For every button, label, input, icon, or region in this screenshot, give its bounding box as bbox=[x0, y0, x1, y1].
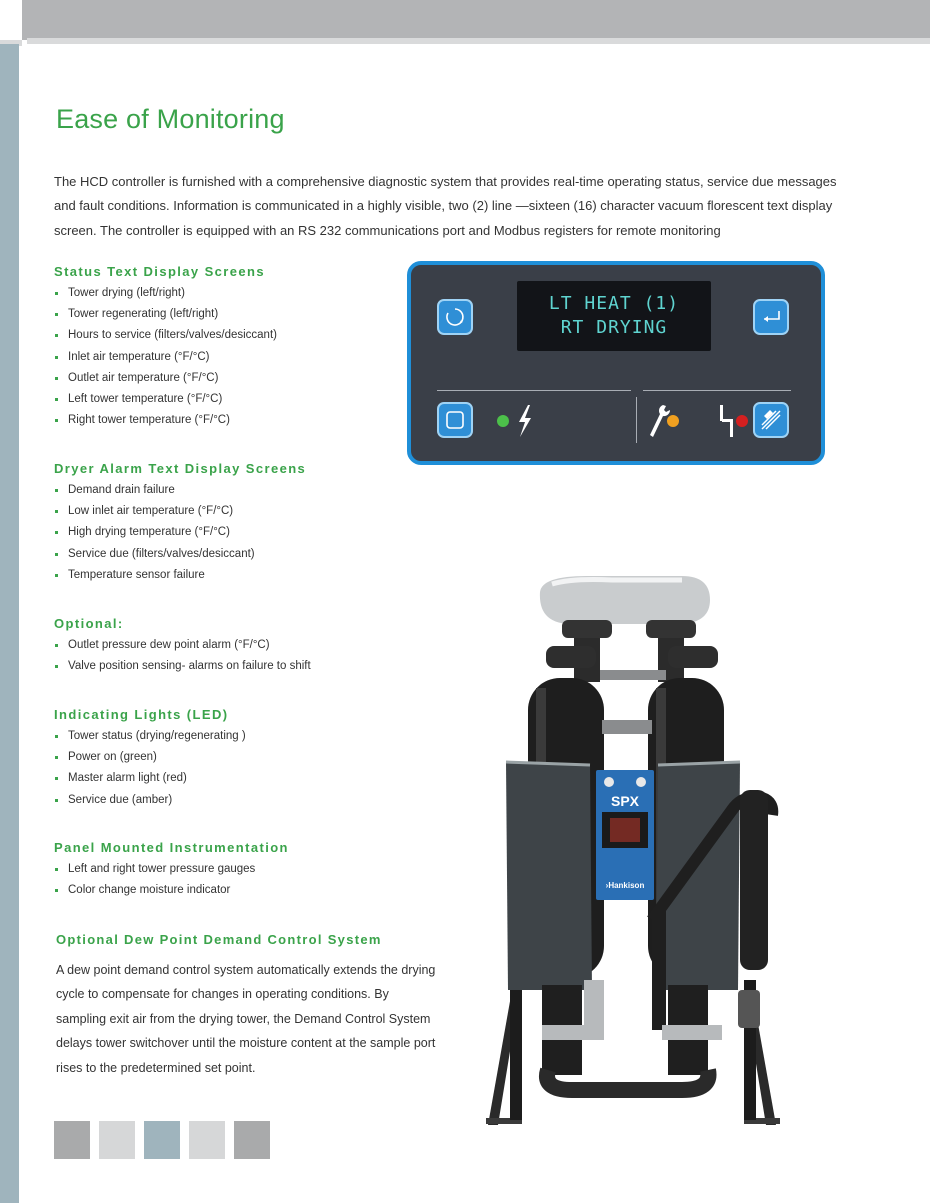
list-item: Tower regenerating (left/right) bbox=[54, 304, 277, 325]
list-item: Power on (green) bbox=[54, 747, 246, 768]
section-heading-alarm: Dryer Alarm Text Display Screens bbox=[54, 461, 307, 476]
list-item: Valve position sensing- alarms on failure to shift bbox=[54, 656, 311, 677]
status-list bbox=[54, 283, 277, 431]
top-banner bbox=[0, 0, 930, 40]
valve-icon bbox=[717, 403, 737, 439]
page-title: Ease of Monitoring bbox=[56, 104, 285, 134]
alarm-reset-button[interactable] bbox=[753, 402, 789, 438]
spx-logo: SPX bbox=[610, 793, 640, 809]
list-item: Left tower temperature (°F/°C) bbox=[54, 389, 277, 410]
dew-point-heading: Optional Dew Point Demand Control System bbox=[56, 932, 382, 947]
vfd-display bbox=[517, 281, 711, 351]
list-item: Inlet air temperature (°F/°C) bbox=[54, 347, 277, 368]
section-heading-status: Status Text Display Screens bbox=[54, 264, 265, 279]
alarm-list bbox=[54, 480, 255, 586]
panel-divider-right bbox=[643, 390, 791, 391]
list-item: Outlet pressure dew point alarm (°F/°C) bbox=[54, 635, 311, 656]
list-item: Temperature sensor failure bbox=[54, 565, 255, 586]
display-line-1: LT HEAT (1) bbox=[548, 293, 680, 314]
list-item: Right tower temperature (°F/°C) bbox=[54, 410, 277, 431]
list-item: Service due (amber) bbox=[54, 790, 246, 811]
color-swatch bbox=[54, 1121, 90, 1159]
enter-button[interactable] bbox=[753, 299, 789, 335]
list-item: Demand drain failure bbox=[54, 480, 255, 501]
left-side-bar bbox=[0, 44, 19, 1203]
hankison-logo: ›Hankison bbox=[605, 881, 645, 890]
color-swatch bbox=[99, 1121, 135, 1159]
list-item: Tower status (drying/regenerating ) bbox=[54, 726, 246, 747]
square-button[interactable] bbox=[437, 402, 473, 438]
optional-list bbox=[54, 635, 311, 677]
list-item: Low inlet air temperature (°F/°C) bbox=[54, 501, 255, 522]
controller-panel bbox=[407, 261, 825, 465]
alarm-reset-icon bbox=[755, 404, 787, 436]
list-item: Color change moisture indicator bbox=[54, 880, 255, 901]
dryer-illustration bbox=[482, 570, 782, 1130]
top-banner-stripe bbox=[27, 38, 930, 44]
section-heading-optional: Optional: bbox=[54, 616, 124, 631]
section-heading-lights: Indicating Lights (LED) bbox=[54, 707, 229, 722]
list-item: Service due (filters/valves/desiccant) bbox=[54, 544, 255, 565]
display-line-2: RT DRYING bbox=[560, 317, 668, 338]
color-swatch bbox=[234, 1121, 270, 1159]
top-left-notch bbox=[0, 0, 22, 40]
dew-point-paragraph: A dew point demand control system automatically extends the drying cycle to compensate for changes in operating conditions. By sampling exit air from the drying tower, the Demand Control System delays tower switchover until the moisture content at the sample port rises to the predetermined set point. bbox=[56, 963, 436, 1075]
list-item: High drying temperature (°F/°C) bbox=[54, 522, 255, 543]
section-heading-instrumentation: Panel Mounted Instrumentation bbox=[54, 840, 289, 855]
power-led bbox=[497, 415, 509, 427]
cycle-button[interactable] bbox=[437, 299, 473, 335]
panel-divider-vertical bbox=[636, 397, 637, 443]
cycle-icon bbox=[439, 301, 471, 333]
lights-list bbox=[54, 726, 246, 811]
intro-paragraph: The HCD controller is furnished with a comprehensive diagnostic system that provides real-time operating status, service due messages and fault conditions. Information is communicated in a highly visible, two (2) line —sixteen (16) character vacuum florescent text display screen. The controller is equipped with an RS 232 communications port and Modbus registers for remote monitoring bbox=[54, 174, 837, 238]
list-item: Outlet air temperature (°F/°C) bbox=[54, 368, 277, 389]
enter-icon bbox=[755, 301, 787, 333]
lightning-icon bbox=[514, 404, 536, 438]
color-swatch bbox=[189, 1121, 225, 1159]
panel-divider-left bbox=[437, 390, 631, 391]
list-item: Master alarm light (red) bbox=[54, 768, 246, 789]
color-swatch bbox=[144, 1121, 180, 1159]
list-item: Left and right tower pressure gauges bbox=[54, 859, 255, 880]
service-led bbox=[667, 415, 679, 427]
list-item: Hours to service (filters/valves/desiccant) bbox=[54, 325, 277, 346]
instrumentation-list bbox=[54, 859, 255, 901]
list-item: Tower drying (left/right) bbox=[54, 283, 277, 304]
square-icon bbox=[439, 404, 471, 436]
alarm-led bbox=[736, 415, 748, 427]
